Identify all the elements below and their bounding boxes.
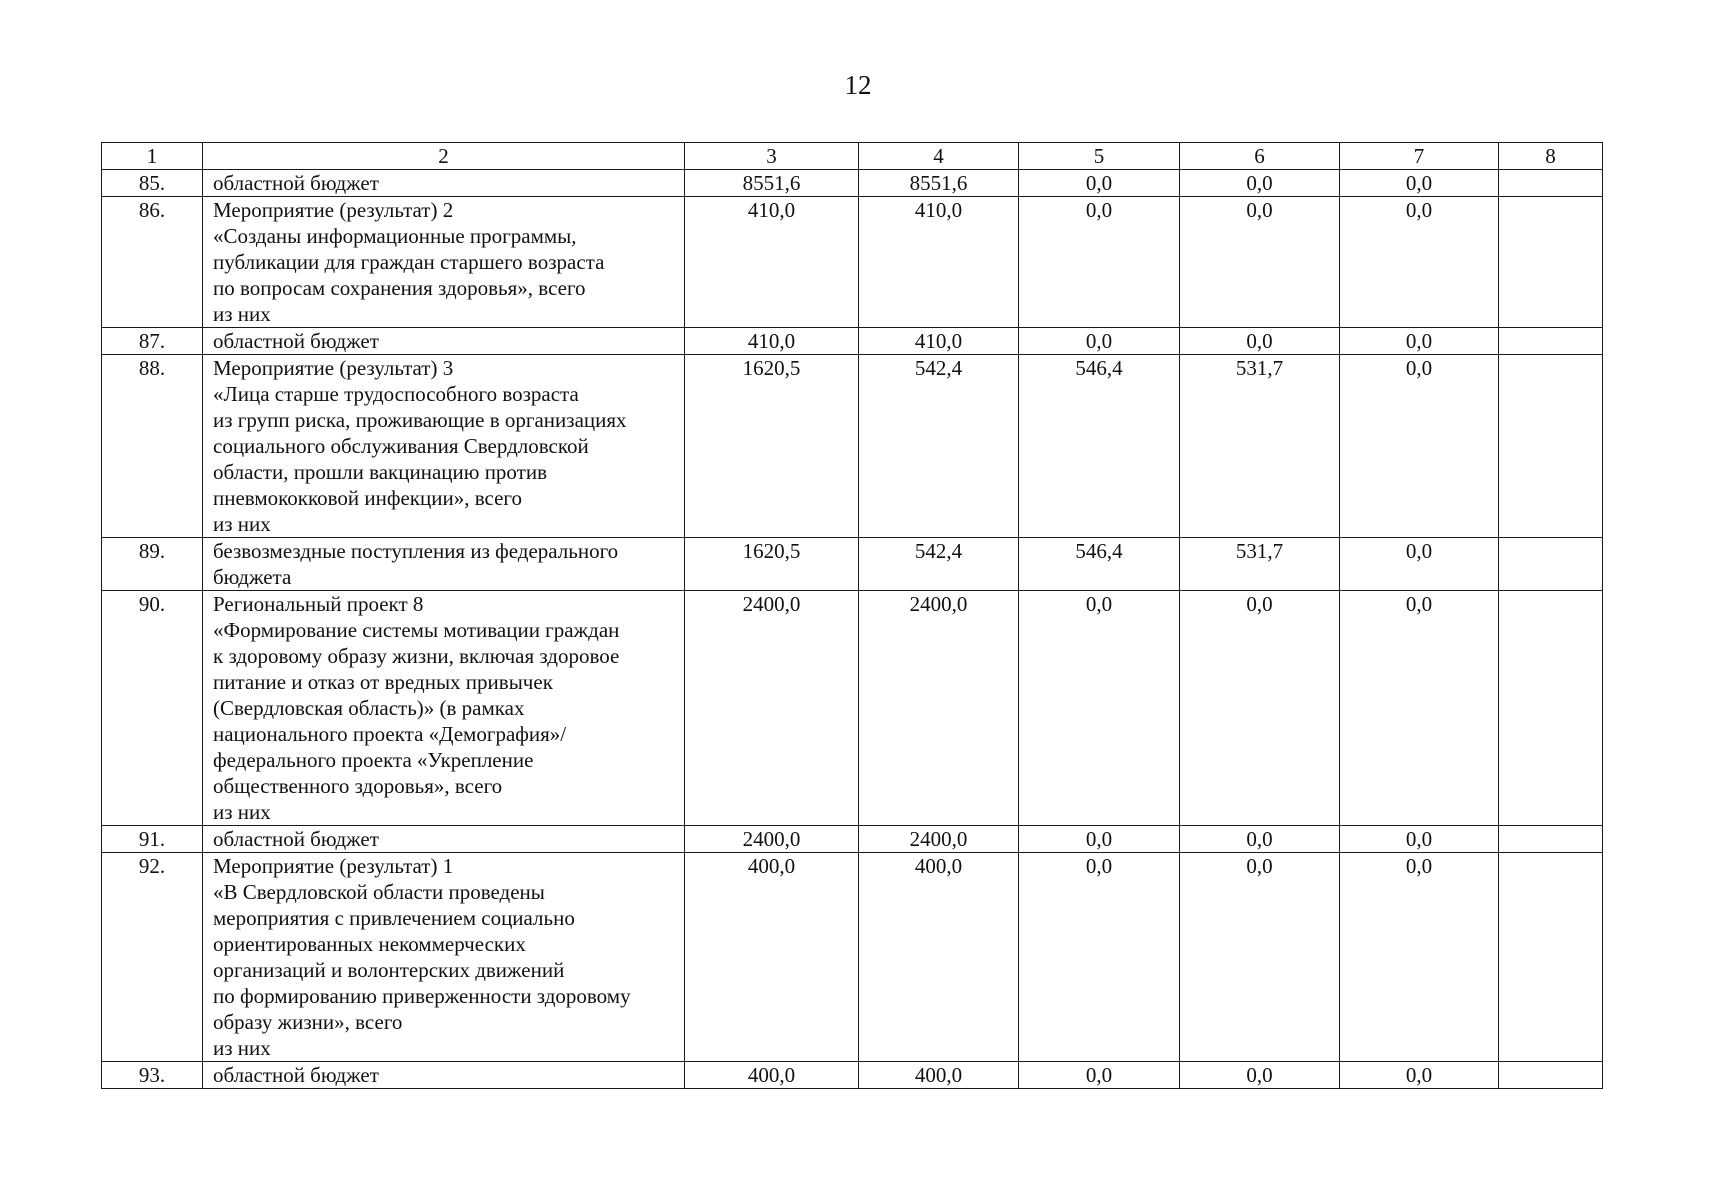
value-cell: 0,0	[1340, 538, 1499, 591]
value-cell: 0,0	[1340, 591, 1499, 826]
value-cell: 410,0	[685, 197, 859, 328]
table-row	[102, 328, 1603, 355]
table-row	[102, 591, 1603, 826]
table-row	[102, 1062, 1603, 1089]
row-description: областной бюджет	[203, 328, 685, 355]
header-cell: 6	[1180, 143, 1340, 170]
value-cell: 542,4	[859, 538, 1019, 591]
row-number: 91.	[102, 826, 203, 853]
header-cell: 4	[859, 143, 1019, 170]
value-cell	[1499, 197, 1603, 328]
table-row	[102, 853, 1603, 1062]
value-cell: 400,0	[685, 1062, 859, 1089]
row-number: 87.	[102, 328, 203, 355]
value-cell: 531,7	[1180, 538, 1340, 591]
value-cell: 410,0	[859, 328, 1019, 355]
value-cell: 0,0	[1019, 826, 1180, 853]
value-cell: 542,4	[859, 355, 1019, 538]
header-cell: 5	[1019, 143, 1180, 170]
value-cell	[1499, 328, 1603, 355]
page-number: 12	[844, 70, 872, 100]
row-number: 90.	[102, 591, 203, 826]
row-number: 86.	[102, 197, 203, 328]
value-cell: 2400,0	[859, 591, 1019, 826]
value-cell: 0,0	[1019, 170, 1180, 197]
value-cell: 0,0	[1019, 1062, 1180, 1089]
row-description: Мероприятие (результат) 1 «В Свердловской области проведены мероприятия с привлечением социально ориентированных некоммерческих организаций и волонтерских движений по формированию приверженности здоровому образу жизни», всего из них	[203, 853, 685, 1062]
row-number: 93.	[102, 1062, 203, 1089]
table-row	[102, 538, 1603, 591]
value-cell: 2400,0	[685, 591, 859, 826]
value-cell: 0,0	[1340, 1062, 1499, 1089]
table-row	[102, 355, 1603, 538]
value-cell: 0,0	[1340, 355, 1499, 538]
value-cell: 0,0	[1180, 591, 1340, 826]
value-cell: 0,0	[1180, 170, 1340, 197]
value-cell: 0,0	[1340, 826, 1499, 853]
row-number: 85.	[102, 170, 203, 197]
value-cell	[1499, 853, 1603, 1062]
row-number: 92.	[102, 853, 203, 1062]
value-cell: 2400,0	[685, 826, 859, 853]
row-description: Мероприятие (результат) 2 «Созданы информационные программы, публикации для граждан старшего возраста по вопросам сохранения здоровья», всего из них	[203, 197, 685, 328]
value-cell: 410,0	[685, 328, 859, 355]
value-cell	[1499, 1062, 1603, 1089]
value-cell: 0,0	[1180, 1062, 1340, 1089]
value-cell: 0,0	[1180, 826, 1340, 853]
row-description: безвозмездные поступления из федерального бюджета	[203, 538, 685, 591]
value-cell: 0,0	[1019, 328, 1180, 355]
value-cell: 0,0	[1340, 170, 1499, 197]
value-cell: 0,0	[1340, 853, 1499, 1062]
value-cell	[1499, 826, 1603, 853]
value-cell: 0,0	[1019, 591, 1180, 826]
row-description: областной бюджет	[203, 170, 685, 197]
value-cell: 400,0	[685, 853, 859, 1062]
row-description: областной бюджет	[203, 1062, 685, 1089]
value-cell: 0,0	[1180, 197, 1340, 328]
value-cell: 531,7	[1180, 355, 1340, 538]
value-cell: 546,4	[1019, 355, 1180, 538]
header-cell: 8	[1499, 143, 1603, 170]
value-cell: 1620,5	[685, 538, 859, 591]
value-cell: 8551,6	[859, 170, 1019, 197]
table-header-row	[102, 143, 1603, 170]
value-cell: 8551,6	[685, 170, 859, 197]
value-cell: 0,0	[1019, 853, 1180, 1062]
value-cell: 0,0	[1340, 328, 1499, 355]
value-cell: 0,0	[1180, 853, 1340, 1062]
value-cell: 0,0	[1340, 197, 1499, 328]
value-cell	[1499, 355, 1603, 538]
value-cell: 400,0	[859, 1062, 1019, 1089]
value-cell: 546,4	[1019, 538, 1180, 591]
value-cell: 400,0	[859, 853, 1019, 1062]
value-cell: 0,0	[1019, 197, 1180, 328]
row-description: Мероприятие (результат) 3 «Лица старше трудоспособного возраста из групп риска, проживающие в организациях социального обслуживания Свердловской области, прошли вакцинацию против пневмококковой инфекции», всего из них	[203, 355, 685, 538]
value-cell: 410,0	[859, 197, 1019, 328]
table-row	[102, 170, 1603, 197]
header-cell: 7	[1340, 143, 1499, 170]
row-description: Региональный проект 8 «Формирование системы мотивации граждан к здоровому образу жизни, включая здоровое питание и отказ от вредных привычек (Свердловская область)» (в рамках национального проекта «Демография»/ федерального проекта «Укрепление общественного здоровья», всего из них	[203, 591, 685, 826]
value-cell: 0,0	[1180, 328, 1340, 355]
row-number: 89.	[102, 538, 203, 591]
row-description: областной бюджет	[203, 826, 685, 853]
value-cell	[1499, 591, 1603, 826]
header-cell: 1	[102, 143, 203, 170]
value-cell	[1499, 170, 1603, 197]
header-cell: 3	[685, 143, 859, 170]
row-number: 88.	[102, 355, 203, 538]
value-cell: 1620,5	[685, 355, 859, 538]
header-cell: 2	[203, 143, 685, 170]
table-row	[102, 826, 1603, 853]
value-cell: 2400,0	[859, 826, 1019, 853]
value-cell	[1499, 538, 1603, 591]
budget-table	[101, 142, 1603, 1089]
table-row	[102, 197, 1603, 328]
